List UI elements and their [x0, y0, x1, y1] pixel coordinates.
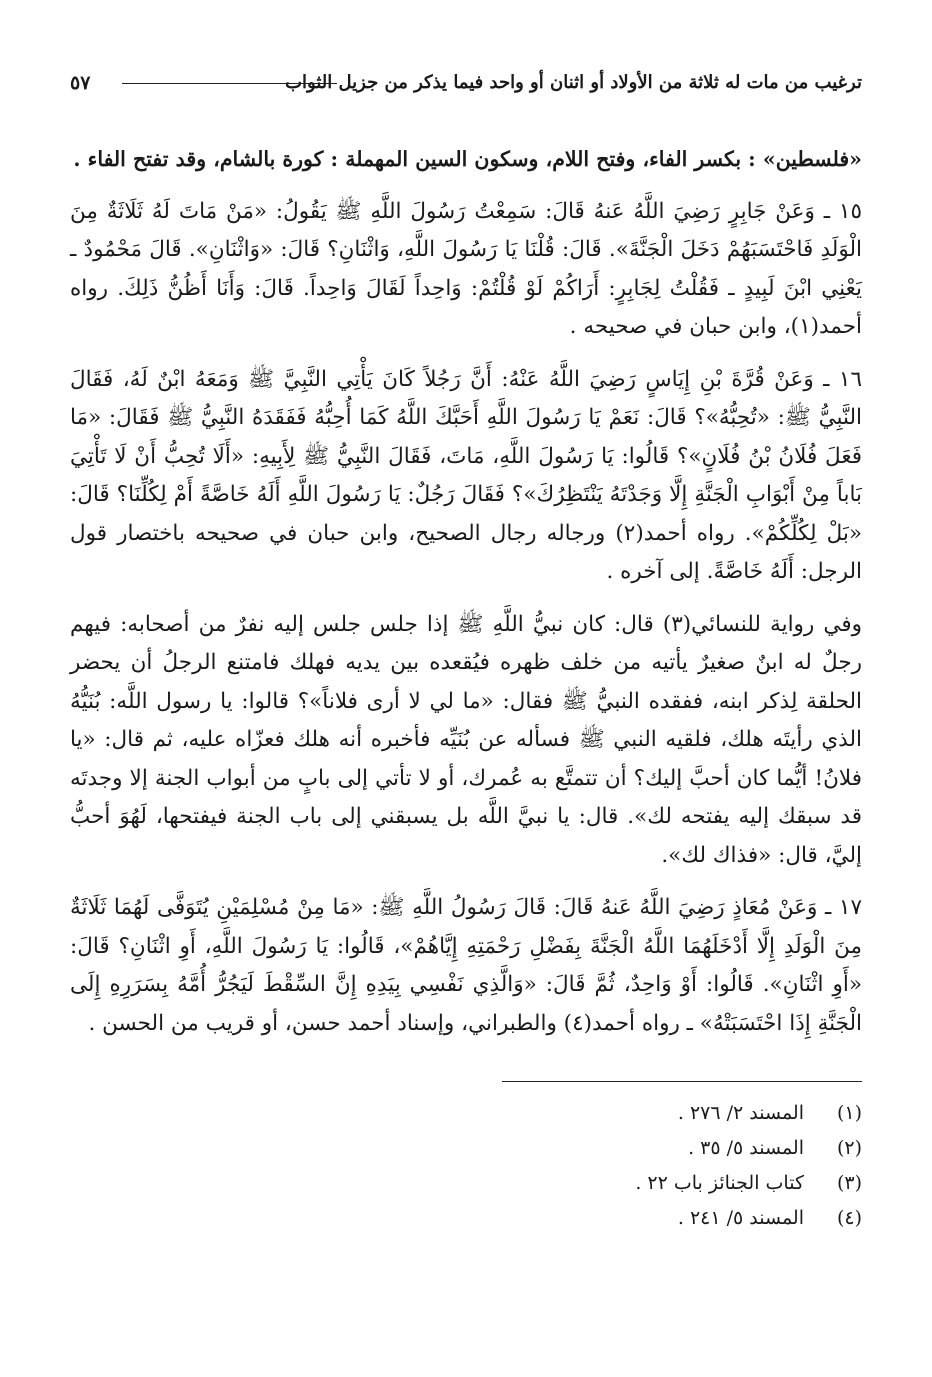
- footnote-1: [70, 1096, 862, 1131]
- hadith-15-paragraph: ١٥ ـ وَعَنْ جَابِرٍ رَضِيَ اللَّهُ عَنهُ قَالَ: سَمِعْتُ رَسُولَ اللَّهِ ﷺ يَقُولُ: «مَنْ مَاتَ لَهُ ثَلَاثَةٌ مِنَ الْوَلَدِ فَاحْتَسَبَهُمْ دَخَلَ الْجَنَّةَ». قَالَ: قُلْنَا يَا رَسُولَ اللَّهِ، وَاثْنَانِ؟ قَالَ: «وَاثْنَانِ». قَالَ مَحْمُودٌ ـ يَعْنِي ابْنَ لَبِيدٍ ـ فَقُلْتُ لِجَابِرٍ: أَرَاكُمْ لَوْ قُلْتُمْ: وَاحِداً لَقَالَ وَاحِداً. قَالَ: وَأَنَا أَظُنُّ ذَلِكَ. رواه أحمد(١)، وابن حبان في صحيحه .: [70, 198, 862, 339]
- footnote-4: [70, 1201, 862, 1236]
- footnotes: [70, 1096, 862, 1236]
- running-title: ترغيب من مات له ثلاثة من الأولاد أو اثنان أو واحد فيما يذكر من جزيل الثواب: [285, 72, 862, 93]
- footnote-number: (٣): [836, 1172, 862, 1194]
- gloss-paragraph: «فلسطين» : بكسر الفاء، وفتح اللام، وسكون السين المهملة : كورة بالشام، وقد تفتح الفاء .: [73, 147, 862, 171]
- footnote-2: [70, 1131, 862, 1166]
- header-rule: [122, 83, 337, 84]
- footnote-number: (٢): [836, 1137, 862, 1159]
- footnote-text: المسند ٥/ ٢٤١ .: [677, 1207, 804, 1229]
- footnote-text: كتاب الجنائز باب ٢٢ .: [635, 1172, 804, 1194]
- page-number: ٥٧: [70, 72, 91, 94]
- running-header: [70, 72, 862, 106]
- footnote-rule: [502, 1081, 862, 1082]
- hadith-17-paragraph: ١٧ ـ وَعَنْ مُعَاذٍ رَضِيَ اللَّهُ عَنهُ قَالَ: قَالَ رَسُولُ اللَّهِ ﷺ: «مَا مِنْ مُسْلِمَيْنِ يُتَوَفَّى لَهُمَا ثَلَاثَةٌ مِنَ الْوَلَدِ إِلَّا أَدْخَلَهُمَا اللَّهُ الْجَنَّةَ بِفَضْلِ رَحْمَتِهِ إِيَّاهُمْ»، قَالُوا: يَا رَسُولَ اللَّهِ، أَوِ اثْنَانِ؟ قَالَ: «أَوِ اثْنَانِ». قَالُوا: أَوْ وَاحِدٌ، ثُمَّ قَالَ: «وَالَّذِي نَفْسِي بِيَدِهِ إِنَّ السِّقْطَ لَيَجُرُّ أُمَّهُ بِسَرَرِهِ إِلَى الْجَنَّةِ إِذَا احْتَسَبَتْهُ» ـ رواه أحمد(٤) والطبراني، وإسناد أحمد حسن، أو قريب من الحسن .: [70, 895, 862, 1036]
- nasai-variant-paragraph: وفي رواية للنسائي(٣) قال: كان نبيُّ اللَّهِ ﷺ إذا جلس جلس إليه نفرٌ من أصحابه: فيهم رجلٌ له ابنٌ صغيرٌ يأتيه من خلف ظهره فيُقعده بين يديه فهلك فامتنع الرجلُ أن يحضر الحلقة لِذكر ابنه، ففقده النبيُّ ﷺ فقال: «ما لي لا أرى فلاناً»؟ قالوا: يا رسول اللَّه: بُنَيُّهُ الذي رأيتَه هلك، فلقيه النبي ﷺ فسأله عن بُنَيِّه فأخبره أنه هلك فعزّاه عليه، ثم قال: «يا فلانُ! أيُّما كان أحبَّ إليك؟ أن تتمتَّع به عُمرك، أو لا تأتي إلى بابٍ من أبواب الجنة إلا وجدتَه قد سبقك إليه يفتحه لك». قال: يا نبيَّ اللَّه بل يسبقني إلى باب الجنة فيفتحها، لَهُوَ أحبُّ إليَّ، قال: «فذاك لك».: [70, 611, 862, 868]
- footnote-number: (١): [836, 1102, 862, 1124]
- footnote-text: المسند ٢/ ٢٧٦ .: [677, 1102, 804, 1124]
- footnote-number: (٤): [836, 1207, 862, 1229]
- footnote-3: [70, 1166, 862, 1201]
- footnote-text: المسند ٥/ ٣٥ .: [688, 1137, 804, 1159]
- hadith-16-paragraph: ١٦ ـ وَعَنْ قُرَّةَ بْنِ إِيَاسٍ رَضِيَ اللَّهُ عَنْهُ: أَنَّ رَجُلاً كَانَ يَأْتِي النَّبِيَّ ﷺ وَمَعَهُ ابْنٌ لَهُ، فَقَالَ النَّبِيُّ ﷺ: «تُحِبُّهُ»؟ قَالَ: نَعَمْ يَا رَسُولَ اللَّهِ أَحَبَّكَ اللَّهُ كَمَا أُحِبُّهُ فَفَقَدَهُ النَّبِيُّ ﷺ فَقَالَ: «مَا فَعَلَ فُلَانُ بْنُ فُلَانٍ»؟ قَالُوا: يَا رَسُولَ اللَّهِ، مَاتَ، فَقَالَ النَّبِيُّ ﷺ لِأَبِيهِ: «أَلَا تُحِبُّ أَنْ لَا تَأْتِيَ بَاباً مِنْ أَبْوَابِ الْجَنَّةِ إِلَّا وَجَدْتَهُ يَنْتَظِرُكَ»؟ فَقَالَ رَجُلٌ: يَا رَسُولَ اللَّهِ أَلَهُ خَاصَّةً أَمْ لِكُلِّنَا؟ قَالَ: «بَلْ لِكُلِّكُمْ». رواه أحمد(٢) ورجاله رجال الصحيح، وابن حبان في صحيحه باختصار قول الرجل: أَلَهُ خَاصَّةً. إلى آخره .: [70, 366, 862, 584]
